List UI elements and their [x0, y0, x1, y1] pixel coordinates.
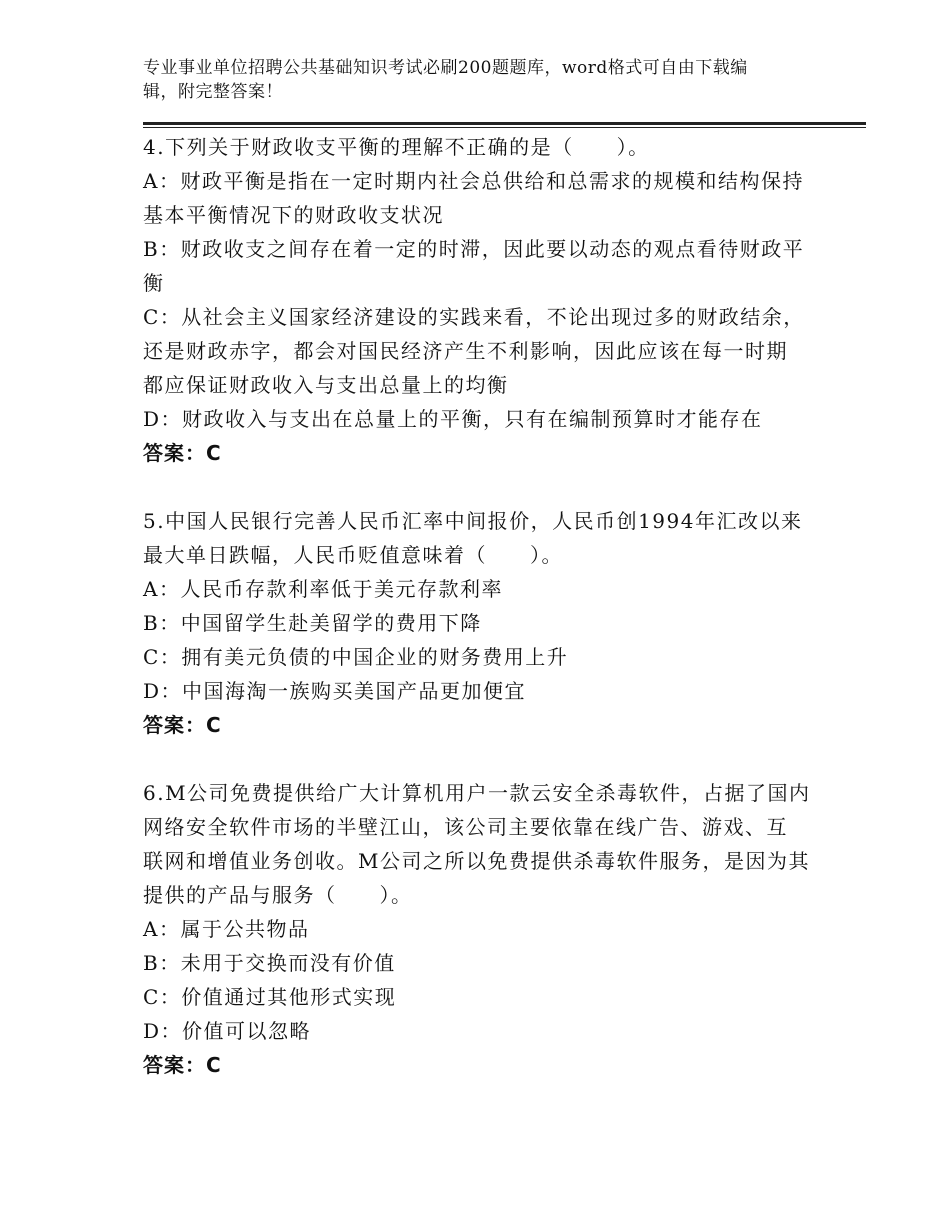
question-4-option-b: B：财政收支之间存在着一定的时滞，因此要以动态的观点看待财政平 — [143, 237, 805, 261]
question-6 — [143, 776, 823, 1082]
question-5 — [143, 504, 823, 742]
question-5-option-d: D：中国海淘一族购买美国产品更加便宜 — [143, 679, 527, 703]
header-line-1: 专业事业单位招聘公共基础知识考试必刷200题题库，word格式可自由下载编 — [143, 58, 748, 78]
question-6-stem: 6.M公司免费提供给广大计算机用户一款云安全杀毒软件，占据了国内 — [143, 781, 811, 805]
question-5-option-c: C：拥有美元负债的中国企业的财务费用上升 — [143, 645, 569, 669]
question-5-answer: 答案：C — [143, 713, 222, 737]
question-6-answer: 答案：C — [143, 1053, 222, 1077]
question-list — [143, 130, 823, 1082]
question-spacer — [143, 742, 823, 776]
question-4-stem: 4.下列关于财政收支平衡的理解不正确的是（ ）。 — [143, 135, 650, 159]
question-4-option-d: D：财政收入与支出在总量上的平衡，只有在编制预算时才能存在 — [143, 407, 763, 431]
question-5-option-a: A：人民币存款利率低于美元存款利率 — [143, 577, 503, 601]
header-rule-thick — [143, 122, 866, 125]
question-5-option-b: B：中国留学生赴美留学的费用下降 — [143, 611, 482, 635]
question-4-option-c-cont: 还是财政赤字，都会对国民经济产生不利影响，因此应该在每一时期 — [143, 339, 788, 363]
page-header — [143, 56, 803, 104]
question-4-option-b-cont: 衡 — [143, 271, 165, 295]
question-4-option-a: A：财政平衡是指在一定时期内社会总供给和总需求的规模和结构保持 — [143, 169, 804, 193]
question-5-stem: 5.中国人民银行完善人民币汇率中间报价，人民币创1994年汇改以来 — [143, 509, 803, 533]
question-6-stem-cont-2: 联网和增值业务创收。M公司之所以免费提供杀毒软件服务，是因为其 — [143, 849, 810, 873]
question-6-option-b: B：未用于交换而没有价值 — [143, 951, 396, 975]
question-6-stem-cont: 网络安全软件市场的半壁江山，该公司主要依靠在线广告、游戏、互 — [143, 815, 788, 839]
header-line-2: 辑，附完整答案！ — [143, 82, 283, 102]
question-5-stem-cont: 最大单日跌幅，人民币贬值意味着（ ）。 — [143, 543, 563, 567]
question-6-stem-cont-3: 提供的产品与服务（ ）。 — [143, 883, 413, 907]
question-4-answer: 答案：C — [143, 441, 222, 465]
question-4-option-c: C：从社会主义国家经济建设的实践来看，不论出现过多的财政结余， — [143, 305, 805, 329]
header-rule-thin — [143, 127, 866, 128]
question-6-option-c: C：价值通过其他形式实现 — [143, 985, 397, 1009]
question-4-option-a-cont: 基本平衡情况下的财政收支状况 — [143, 203, 444, 227]
question-4 — [143, 130, 823, 470]
question-6-option-d: D：价值可以忽略 — [143, 1019, 312, 1043]
question-6-option-a: A：属于公共物品 — [143, 917, 310, 941]
question-4-option-c-cont-2: 都应保证财政收入与支出总量上的均衡 — [143, 373, 509, 397]
question-spacer — [143, 470, 823, 504]
